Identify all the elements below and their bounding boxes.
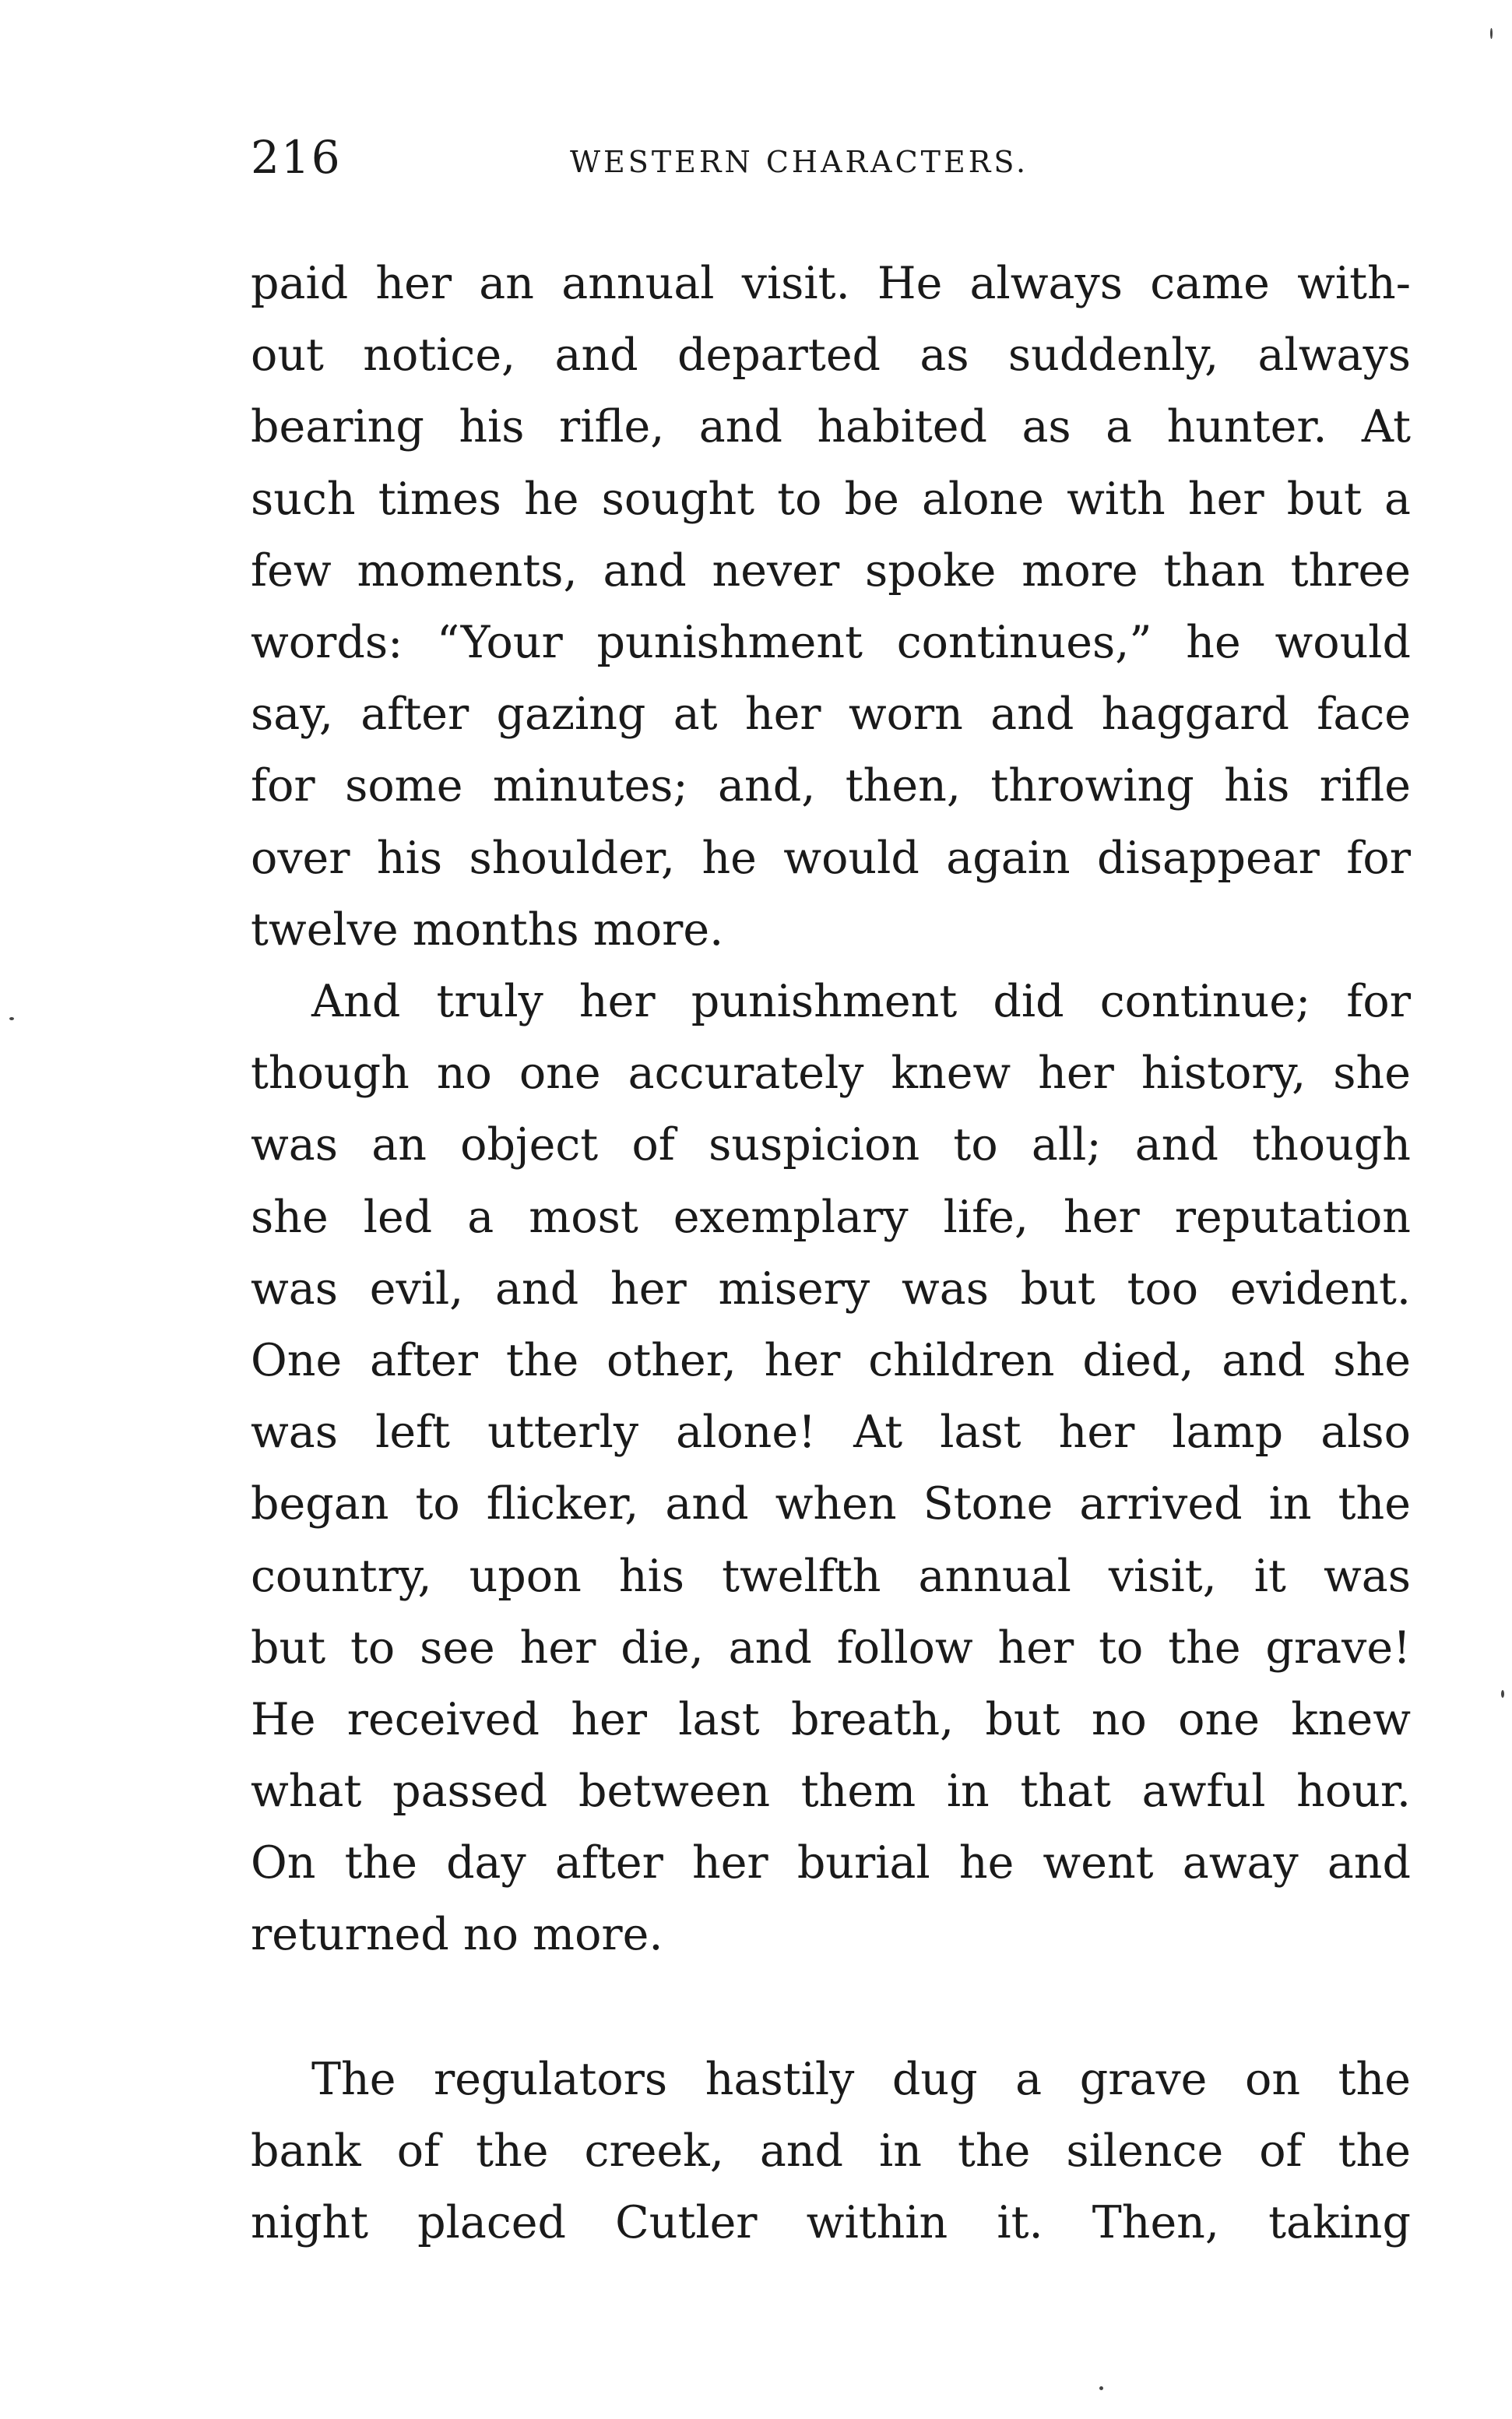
text-line: On the day after her burial he went away and bbox=[251, 1837, 1411, 1889]
text-line: was an object of suspicion to all; and though bbox=[251, 1119, 1411, 1171]
text-line: such times he sought to be alone with her but a bbox=[251, 473, 1411, 525]
paragraph-1 bbox=[251, 248, 1411, 966]
text-line: out notice, and departed as suddenly, always bbox=[251, 329, 1411, 382]
paragraph-2 bbox=[251, 966, 1411, 1971]
text-line: And truly her punishment did continue; for bbox=[311, 976, 1411, 1027]
text-line: she led a most exemplary life, her reputation bbox=[251, 1191, 1411, 1243]
text-line: say, after gazing at her worn and haggard face bbox=[251, 688, 1411, 741]
text-line: The regulators hastily dug a grave on the bbox=[311, 2054, 1411, 2105]
text-line: but to see her die, and follow her to the grave! bbox=[251, 1621, 1411, 1674]
running-head: WESTERN CHARACTERS. bbox=[570, 145, 1029, 179]
text-line: country, upon his twelfth annual visit, it was bbox=[251, 1550, 1411, 1602]
text-line: bearing his rifle, and habited as a hunter. At bbox=[251, 401, 1411, 453]
scan-speck bbox=[1490, 28, 1493, 39]
scan-speck bbox=[1099, 2386, 1103, 2390]
page-header bbox=[251, 131, 1411, 201]
text-line: returned no more. bbox=[251, 1909, 663, 1961]
text-line: though no one accurately knew her history, she bbox=[251, 1048, 1411, 1100]
text-line: over his shoulder, he would again disappear for bbox=[251, 832, 1411, 884]
text-line: few moments, and never spoke more than three bbox=[251, 544, 1411, 597]
text-line: twelve months more. bbox=[251, 903, 724, 956]
text-line: began to flicker, and when Stone arrived in the bbox=[251, 1478, 1411, 1530]
paragraph-3 bbox=[251, 2044, 1411, 2259]
text-line: One after the other, her children died, and she bbox=[251, 1334, 1411, 1386]
text-line: bank of the creek, and in the silence of the bbox=[251, 2125, 1411, 2178]
text-line: was evil, and her misery was but too evident. bbox=[251, 1262, 1411, 1315]
text-line: was left utterly alone! At last her lamp also bbox=[251, 1407, 1411, 1459]
page-number: 216 bbox=[251, 131, 342, 184]
text-line: what passed between them in that awful hour. bbox=[251, 1766, 1411, 1818]
text-line: for some minutes; and, then, throwing his rifle bbox=[251, 760, 1411, 812]
text-line: He received her last breath, but no one knew bbox=[251, 1693, 1411, 1745]
scan-speck bbox=[1501, 1690, 1504, 1698]
text-line: night placed Cutler within it. Then, taking bbox=[251, 2197, 1411, 2249]
text-line: words: “Your punishment continues,” he would bbox=[251, 616, 1411, 668]
scan-speck bbox=[9, 1017, 14, 1020]
text-line: paid her an annual visit. He always came with- bbox=[251, 258, 1411, 309]
